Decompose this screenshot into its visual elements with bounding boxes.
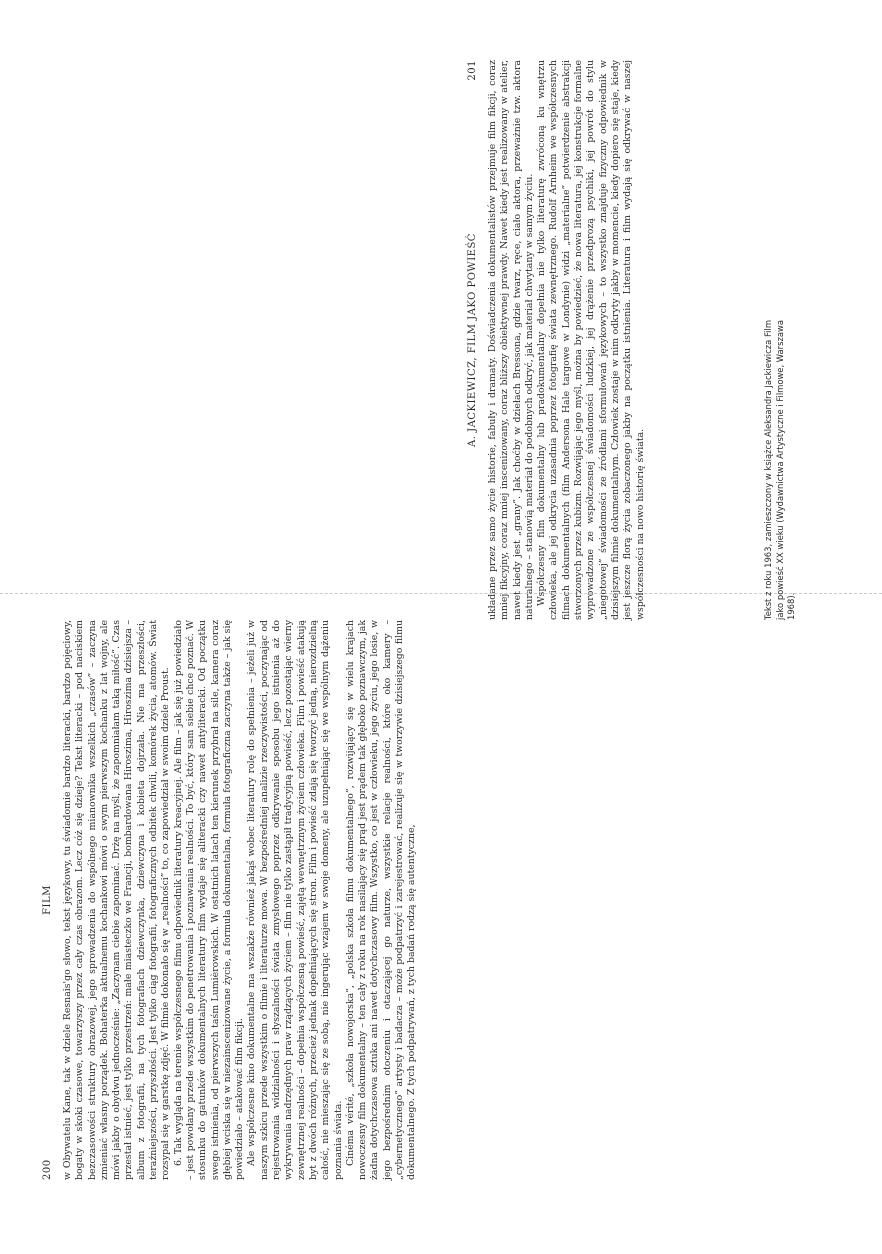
running-head: [40, 620, 62, 1180]
paragraph: w Obywatelu Kane, tak w dziele Resnais'go słowo, tekst językowy, tu świadomie bardzo literacki, bardzo pojęciowy, bogaty w skoki czasowe, towarzyszy przez cały czas obrazom. Lecz cóż się dzieje? Tekst literacki – pod naciskiem bezczasowości struktury obrazowej, jego sprowadzenia do wspólnego mianownika wszelkich „czasów” – zaczyna zmieniać własny porządek. Bohaterka aktualnemu kochankowi mówi o swym pierwszym kochanku z lat wojny, ale mówi jakby o obydwu jednocześnie: „Zaczynam ciebie zapominać. Drżę na myśl, że zapomniałam taką miłość”. Czas przestał istnieć, jest tylko przestrzeń: małe miasteczko we Francji, bombardowana Hiroszima, Hiroszima dzisiejsza – album z fotografii, na tych fotografiach dziewczynka, dziewczyna i kobieta dojrzała. Nie ma przeszłości, teraźniejszości, przyszłości. Jest tylko ciąg fotografii, fotograficznych odbitek chwili, komórek życia, atomów. Świat rozsypał się w garstkę zdjęć. W filmie dokonało się w „realności” to, co zapowiedział w swoim dziele Proust.: [62, 620, 172, 1180]
running-head-title: A. JACKIEWICZ, FILM JAKO POWIEŚĆ: [467, 233, 478, 447]
paragraph: 6. Tak wygląda na terenie współczesnego filmu odpowiednik literatury kreacyjnej. Ale film – jak się już powiedziało – jest powołany przede wszystkim do penetrowania i poznawania realności. To być, który sam siebie chce poznać. W stosunku do gatunków dokumentalnych literatury film wydaje się aliteracki czy nawet antyliteracki. Od początku swego istnienia, od pierwszych taśm Lumièrowskich. W ostatnich latach ten kierunek przybrał na sile, kamera coraz głębiej wciska się w niezainscenizowane życie, a formuła dokumentalna, formuła fotograficzna zaczyna także – jak się powiedziało – atakować film fikcji.: [172, 620, 246, 1180]
page-number: 200: [42, 1159, 53, 1180]
page-number: 201: [467, 60, 478, 81]
paragraph: Cinéma vérité, „szkoła nowojorska”, „polska szkoła filmu dokumentalnego”, rozwijający się w wielu krajach nowoczesny film dokumentalny – ten cały z roku na rok nasilający się prąd jest prądem tak głęboko poznawczym, jak żadna dotychczasowa sztuka ani nawet dotychczasowy film. Wszystko, co jest w człowieku, jego życiu, jego losie, w jego bezpośrednim otoczeniu i otaczającej go naturze, wszystkie relacje realności, które oko kamery – „cybernetycznego” artysty i badacza – może podpatrzyć i zarejestrować, realizuje się w tworzywie dzisiejszego filmu dokumentalnego. Z tych podpatrywań, z tych badań rodzą się autentyczne,: [344, 620, 418, 1180]
paragraph: Współczesny film dokumentalny lub pradokumentalny dopełnia nie tylko literaturę zwróconą ku wnętrzu człowieka, ale jej odkrycia uzasadnia poprzez fotografię świata zewnętrznego. Rudolf Arnheim we współczesnych filmach dokumentalnych (film Andersona Hale targowe w Londynie) widzi „materialne” potwierdzenie abstrakcji stworzonych przez kubizm. Rozwijając jego myśl, można by powiedzieć, że nowa literatura, jej konstrukcje formalne wyprowadzone ze współczesnej świadomości ludzkiej, jej drążenie przedprozą psychiki, jej powrót do stylu „niegotowej” świadomości ze źródłami sformułowań językowych – to wszystko znajduje fizyczny odpowiednik w dzisiejszym filmie dokumentalnym. Człowiek zostaje w nim odkryty jakby w momencie, kiedy dopiero się staje, kiedy jest jeszcze florą życia zobaczonego jakby na początku istnienia. Literatura i film wydają się odkrywać w naszej współczesności na nowo historię świata.: [536, 60, 646, 620]
running-head-title: FILM: [42, 885, 53, 915]
source-footnote: Tekst z roku 1963, zamieszczony w książce Aleksandra Jackiewicza Film jako powieść XX wieku (Wydawnictwa Artystyczne i Filmowe, Warszawa 1968).: [763, 320, 796, 620]
paragraph: Ale współczesne kino dokumentalne ma wszakże również jakąś wobec literatury rolę do spełnienia – jeżeli już w naszym szkicu przede wszystkim o filmie i literaturze mowa. W bezpośredniej analizie rzeczywistości, poczynając od rejestrowania widzialności i słyszalności świata zmysłowego poprzez odkrywanie sposobu jego istnienia aż do wykrywania nadrzędnych praw rządzących życiem – film nie tylko zastąpił tradycyjną powieść, lecz pozostając wierny zewnętrznej realności – dopełnia współczesną powieść, zajętą wewnętrznym życiem człowieka. Film i powieść atakują byt z dwóch różnych, przecież jednak dopełniających się stron. Film i powieść zdają się tworzyć jedną, nierozdzielną całość, nie mieszając się ze sobą, nie ingerując wzajem w swoje domeny, ale uzupełniając się we wspólnym dążeniu poznania świata.: [246, 620, 344, 1180]
paragraph: układane przez samo życie historie, fabuły i dramaty. Doświadczenia dokumentalistów przejmuje film fikcji, coraz mniej fikcyjny, coraz mniej inscenizowany, coraz bliższy obiektywnej prawdy. Nawet kiedy jest realizowany w atelier, nawet kiedy jest „grany”. Jak choćby w dziełach Bressona, gdzie twarz, ręce, ciało aktora, przeważnie tzw. aktora naturalnego – stanowią materiał do podobnych odkryć, jak materiał chwytany w samym życiu.: [487, 60, 535, 620]
page-body: [487, 60, 647, 620]
page-body: [62, 620, 419, 1180]
right-page: [465, 60, 796, 620]
left-page: [40, 620, 418, 1180]
running-head: [465, 60, 487, 620]
